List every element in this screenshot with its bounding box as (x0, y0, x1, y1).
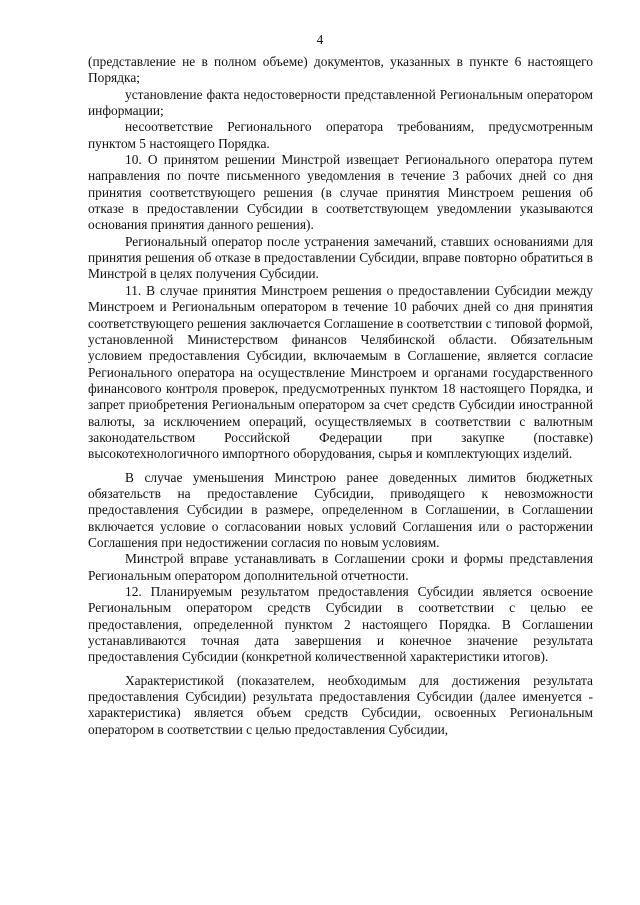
paragraph-nonconformity: несоответствие Регионального оператора требованиям, предусмотренным пунктом 5 настоящего Порядка. (88, 119, 593, 151)
paragraph-10-notification: 10. О принятом решении Минстрой извещает Регионального оператора путем направления по почте письменного уведомления в течение 3 рабочих дней со дня принятия соответствующего решения (в случае принятия Минстроем решения об отказе в предоставлении Субсидии в соответствующем уведомлении указываются основания принятия данного решения). (88, 152, 593, 233)
paragraph-reapply: Региональный оператор после устранения замечаний, ставших основаниями для принятия решения об отказе в предоставлении Субсидии, вправе повторно обратиться в Минстрой в целях получения Субсидии. (88, 233, 593, 282)
paragraph-unreliable-info: установление факта недостоверности представленной Региональным оператором информации; (88, 86, 593, 119)
document-body (88, 54, 593, 738)
paragraph-characteristic: Характеристикой (показателем, необходимым для достижения результата предоставления Субсидии) результата предоставления Субсидии (далее именуется - характеристика) является объем средств Субсидии, освоенных Региональным оператором в соответствии с целью предоставления Субсидии, (88, 672, 593, 737)
page-number: 4 (316, 32, 324, 47)
paragraph-reporting: Минстрой вправе устанавливать в Соглашении сроки и формы представления Региональным оператором дополнительной отчетности. (88, 551, 593, 583)
paragraph-11-agreement: 11. В случае принятия Минстроем решения о предоставлении Субсидии между Минстроем и Региональным оператором в течение 10 рабочих дней со дня принятия соответствующего решения заключается Соглашение в соответствии с типовой формой, установленной Министерством финансов Челябинской области. Обязательным условием предоставления Субсидии, включаемым в Соглашение, является согласие Регионального оператора на осуществление Минстроем и органами государственного финансового контроля проверок, предусмотренных пунктом 18 настоящего Порядка, и запрет приобретения Региональным оператором за счет средств Субсидии иностранной валюты, за исключением операций, осуществляемых в соответствии с валютным законодательством Российской Федерации при закупке (поставке) высокотехнологичного импортного оборудования, сырья и комплектующих изделий. (88, 282, 593, 462)
paragraph-continuation: (представление не в полном объеме) документов, указанных в пункте 6 настоящего Порядка; (88, 54, 593, 86)
paragraph-12-result: 12. Планируемым результатом предоставления Субсидии является освоение Региональным оператором средств Субсидии в соответствии с целью ее предоставления, определенной пунктом 2 настоящего Порядка. В Соглашении устанавливаются точная дата завершения и конечное значение результата предоставления Субсидии (конкретной количественной характеристики итогов). (88, 584, 593, 665)
paragraph-limits-reduction: В случае уменьшения Минстрою ранее доведенных лимитов бюджетных обязательств на предоставление Субсидии, приводящего к невозможности предоставления Субсидии в размере, определенном в Соглашении, в Соглашении включается условие о согласовании новых условий Соглашения или о расторжении Соглашения при недостижении согласия по новым условиям. (88, 469, 593, 550)
